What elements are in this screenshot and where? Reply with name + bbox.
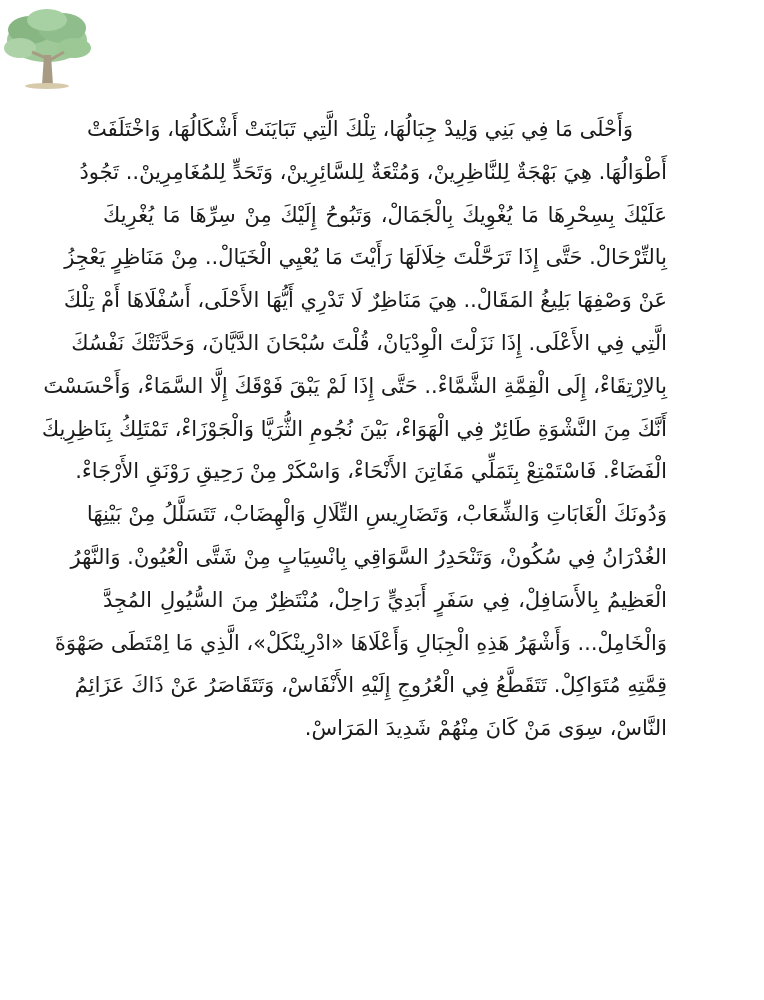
- text-line: النَّاسْ، سِوَى مَنْ كَانَ مِنْهُمْ شَدِيدَ المَرَاسْ.: [304, 716, 667, 741]
- text-line: قِمَّتِهِ مُتَوَاكِلْ. تَتَقَطَّعُ فِي الْعُرُوجِ إِلَيْهِ الأَنْفَاسْ، وَتَتَقَاصَرُ عَنْ ذَاكَ عَزَائِمُ: [74, 673, 667, 698]
- text-line: الْعَظِيمُ بِالأَسَافِلْ، فِي سَفَرٍ أَبَدِيٍّ رَاحِلْ، مُنْتَظِرٌ مِنَ السُّيُولِ المُجِدَّ: [103, 587, 667, 612]
- tree-logo: [0, 0, 95, 95]
- text-line: بِالاِرْتِقَاءْ، إِلَى الْقِمَّةِ الشَّمَّاءْ.. حَتَّى إِذَا لَمْ يَبْقَ فَوْقَكَ إِلَّا السَّمَاءْ، وَأَحْسَسْتَ: [43, 373, 667, 398]
- text-line: عَنْ وَصْفِهَا بَلِيغُ المَقَالْ.. هِيَ مَنَاظِرٌ لَا تَدْرِي أَيُّهَا الأَحْلَى، أَسُفْلَاهَا أَمْ تِلْكَ: [63, 288, 667, 313]
- text-line: وَدُونَكَ الْغَابَاتِ وَالشِّعَابْ، وَتَضَارِيسِ التِّلَالِ وَالْهِضَابْ، تَتَسَلَّلُ مِنْ بَيْنِهَا: [86, 502, 667, 527]
- article-paragraph: [41, 108, 667, 750]
- tree-icon: [0, 0, 95, 95]
- text-line: وَأَحْلَى مَا فِي بَنِي وَلِيدْ جِبَالُهَا، تِلْكَ الَّتِي تَبَايَنَتْ أَشْكَالُهَا، وَاخْتَلَفَتْ: [86, 117, 633, 141]
- text-line: بِالتِّرْحَالْ. حَتَّى إِذَا تَرَحَّلْتَ خِلَالَهَا رَأَيْتَ مَا يُعْيِي الْخَيَالْ.. مِنْ مَنَاظِرٍ يَعْجِزُ: [64, 245, 667, 270]
- text-line: وَالْخَامِلْ... وَأَشْهَرُ هَذِهِ الْجِبَالِ وَأَعْلَاهَا «ادْرِينْكَلْ»، الَّذِي مَا اِمْتَطَى صَهْوَةَ: [54, 630, 667, 655]
- text-line: الغُدْرَانُ فِي سُكُونْ، وَتَنْحَدِرُ السَّوَاقِي بِانْسِيَابٍ مِنْ شَتَّى الْعُيُونْ. وَالنَّهْرُ: [70, 544, 667, 569]
- text-line: أَنَّكَ مِنَ النَّشْوَةِ طَائِرٌ فِي الْهَوَاءْ، بَيْنَ نُجُومِ الثُّرَيَّا وَالْجَوْزَاءْ، تَمْتَلِكُ بِنَاظِرِيكَ: [41, 416, 667, 441]
- text-line: أَطْوَالُهَا. هِيَ بَهْجَةٌ لِلنَّاظِرِينْ، وَمُتْعَةٌ لِلسَّائِرِينْ، وَتَحَدٍّ لِلمُغَامِرِينْ.. تَجُودُ: [79, 159, 667, 184]
- text-line: الْفَضَاءْ. فَاسْتَمْتِعْ بِتَمَلِّي مَفَاتِنَ الأَنْحَاءْ، وَاسْكَرْ مِنْ رَحِيقِ رَوْنَقِ الأَرْجَاءْ.: [75, 459, 667, 484]
- text-line: الَّتِي فِي الأَعْلَى. إِذَا نَزَلْتَ الْوِدْيَانْ، قُلْتَ سُبْحَانَ الدَّيَّانَ، وَحَدَّثَتْكَ نَفْسُكَ: [71, 330, 667, 355]
- text-line: عَلَيْكَ بِسِحْرِهَا مَا يُغْوِيكَ بِالْجَمَالْ، وَتَبُوحُ إِلَيْكَ مِنْ سِرِّهَا مَا يُغْرِيكَ: [103, 202, 667, 227]
